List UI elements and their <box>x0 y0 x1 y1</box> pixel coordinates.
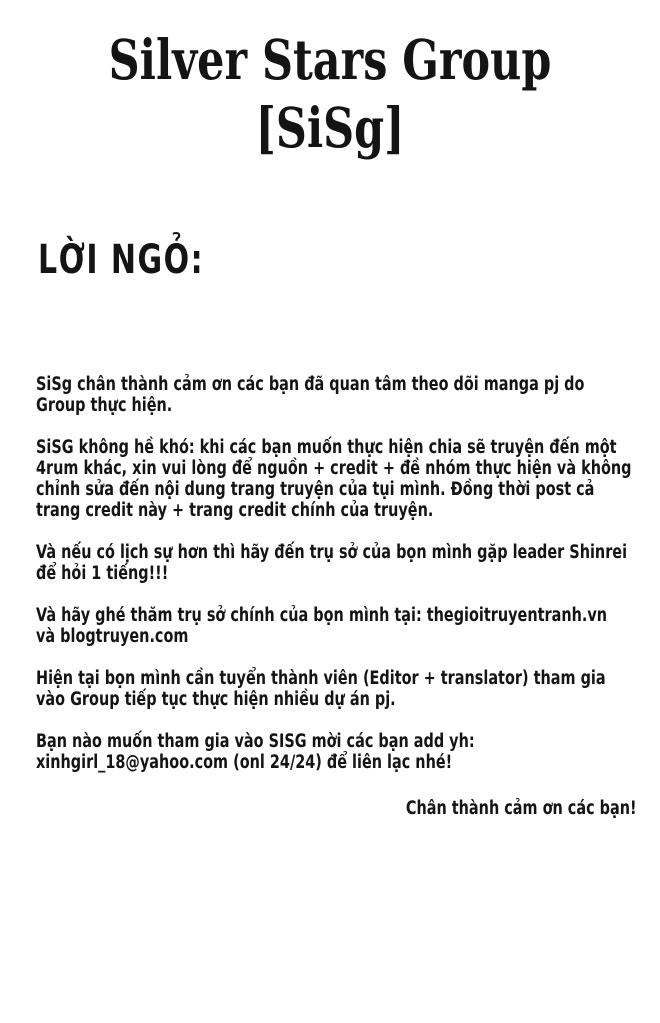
paragraph-join-contact <box>36 731 637 773</box>
body-text <box>36 374 637 819</box>
section-heading: LỜI NGỎ: <box>38 237 205 283</box>
text-line: Group thực hiện. <box>36 395 173 416</box>
text-line: 4rum khác, xin vui lòng để nguồn + credit + đề nhóm thực hiện và không <box>36 458 632 479</box>
closing-thanks: Chân thành cảm ơn các bạn! <box>405 798 637 819</box>
text-line: SiSG không hề khó: khi các bạn muốn thực hiện chia sẽ truyện đến một <box>36 437 617 458</box>
text-line: Bạn nào muốn tham gia vào SISG mời các bạn add yh: <box>36 731 475 752</box>
text-line: Và nếu có lịch sự hơn thì hãy đến trụ sở của bọn mình gặp leader Shinrei <box>36 542 628 563</box>
paragraph-websites <box>36 605 637 647</box>
paragraph-thanks <box>36 374 637 416</box>
group-title <box>73 26 588 162</box>
text-line: chỉnh sửa đến nội dung trang truyện của tụi mình. Đồng thời post cả <box>36 479 595 500</box>
text-line: vào Group tiếp tục thực hiện nhiều dự án pj. <box>36 689 396 710</box>
text-line: xinhgirl_18@yahoo.com (onl 24/24) để liên lạc nhé! <box>36 752 453 773</box>
group-title-line1: Silver Stars Group <box>108 27 552 92</box>
text-line: và blogtruyen.com <box>36 626 189 647</box>
text-line: Và hãy ghé thăm trụ sở chính của bọn mình tại: thegioitruyentranh.vn <box>36 605 608 626</box>
paragraph-recruitment <box>36 668 637 710</box>
text-line: trang credit này + trang credit chính của truyện. <box>36 500 434 521</box>
text-line: Hiện tại bọn mình cần tuyển thành viên (Editor + translator) tham gia <box>36 668 606 689</box>
text-line: để hỏi 1 tiếng!!! <box>36 563 169 584</box>
group-title-tag: [SiSg] <box>255 95 405 160</box>
text-line: SiSg chân thành cảm ơn các bạn đã quan tâm theo dõi manga pj do <box>36 374 585 395</box>
paragraph-sharing-rules <box>36 437 637 521</box>
paragraph-leader-contact <box>36 542 637 584</box>
